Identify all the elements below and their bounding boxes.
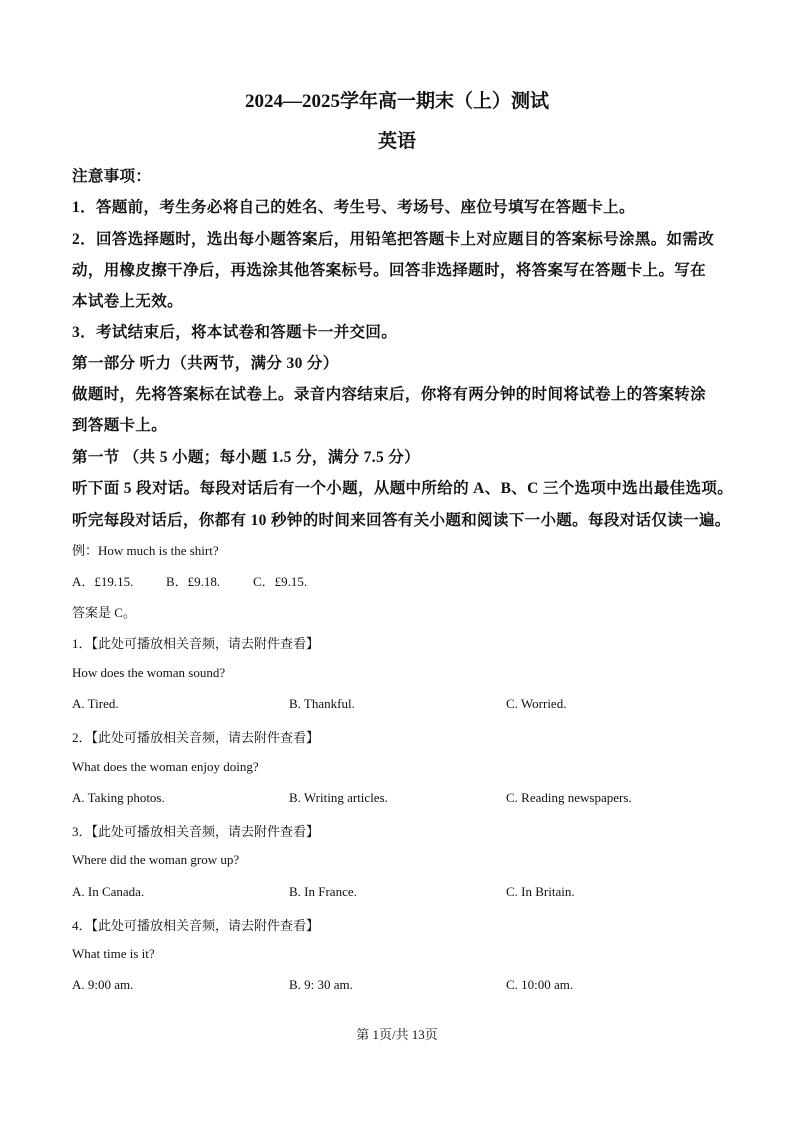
question-3-text: Where did the woman grow up? bbox=[72, 852, 240, 867]
question-1-text: How does the woman sound? bbox=[72, 665, 226, 680]
question-4-option-a: A. 9:00 am. bbox=[72, 977, 134, 992]
question-4-audio[interactable]: 4．【此处可播放相关音频，请去附件查看】 bbox=[72, 918, 320, 933]
question-1-audio[interactable]: 1．【此处可播放相关音频，请去附件查看】 bbox=[72, 636, 320, 651]
part1-heading: 第一部分 听力（共两节，满分 30 分） bbox=[72, 355, 339, 372]
question-1-option-b: B. Thankful. bbox=[289, 696, 355, 711]
question-4-option-c: C. 10:00 am. bbox=[506, 977, 574, 992]
example-option-b: B．£9.18. bbox=[166, 574, 221, 589]
question-4-text: What time is it? bbox=[72, 946, 155, 961]
notice-item-2-line-2: 动，用橡皮擦干净后，再选涂其他答案标号。回答非选择题时，将答案写在答题卡上。写在 bbox=[72, 262, 707, 279]
example-option-c: C．£9.15. bbox=[253, 574, 308, 589]
subject-title: 英语 bbox=[377, 131, 416, 152]
question-2-text: What does the woman enjoy doing? bbox=[72, 759, 259, 774]
question-4-option-b: B. 9: 30 am. bbox=[289, 977, 353, 992]
notice-item-1: 1．答题前，考生务必将自己的姓名、考生号、考场号、座位号填写在答题卡上。 bbox=[72, 199, 635, 216]
notice-heading: 注意事项： bbox=[72, 168, 152, 185]
question-2-option-c: C. Reading newspapers. bbox=[506, 790, 632, 805]
section1-heading: 第一节 （共 5 小题；每小题 1.5 分，满分 7.5 分） bbox=[72, 449, 420, 466]
section1-instruction-line-1: 听下面 5 段对话。每段对话后有一个小题，从题中所给的 A、B、C 三个选项中选出最佳选项。 bbox=[72, 480, 734, 497]
example-option-a: A．£19.15. bbox=[72, 574, 134, 589]
question-2-option-a: A. Taking photos. bbox=[72, 790, 165, 805]
example-question: 例：How much is the shirt? bbox=[72, 543, 219, 558]
question-3-option-b: B. In France. bbox=[289, 884, 357, 899]
question-2-audio[interactable]: 2．【此处可播放相关音频，请去附件查看】 bbox=[72, 730, 320, 745]
question-2-option-b: B. Writing articles. bbox=[289, 790, 388, 805]
page-footer: 第 1页/共 13页 bbox=[356, 1027, 438, 1042]
notice-item-2-line-1: 2．回答选择题时，选出每小题答案后，用铅笔把答题卡上对应题目的答案标号涂黑。如需改 bbox=[72, 231, 715, 248]
question-3-option-a: A. In Canada. bbox=[72, 884, 145, 899]
example-answer: 答案是 C。 bbox=[72, 605, 136, 620]
question-3-option-c: C. In Britain. bbox=[506, 884, 575, 899]
notice-item-3: 3．考试结束后，将本试卷和答题卡一并交回。 bbox=[72, 324, 398, 341]
question-3-audio[interactable]: 3．【此处可播放相关音频，请去附件查看】 bbox=[72, 824, 320, 839]
section1-instruction-line-2: 听完每段对话后，你都有 10 秒钟的时间来回答有关小题和阅读下一小题。每段对话仅读一遍。 bbox=[72, 512, 731, 529]
question-1-option-a: A. Tired. bbox=[72, 696, 119, 711]
page-title: 2024—2025学年高一期末（上）测试 bbox=[244, 91, 549, 112]
part1-instruction-line-2: 到答题卡上。 bbox=[72, 417, 168, 434]
notice-item-2-line-3: 本试卷上无效。 bbox=[72, 293, 183, 310]
part1-instruction-line-1: 做题时，先将答案标在试卷上。录音内容结束后，你将有两分钟的时间将试卷上的答案转涂 bbox=[72, 386, 707, 403]
question-1-option-c: C. Worried. bbox=[506, 696, 567, 711]
